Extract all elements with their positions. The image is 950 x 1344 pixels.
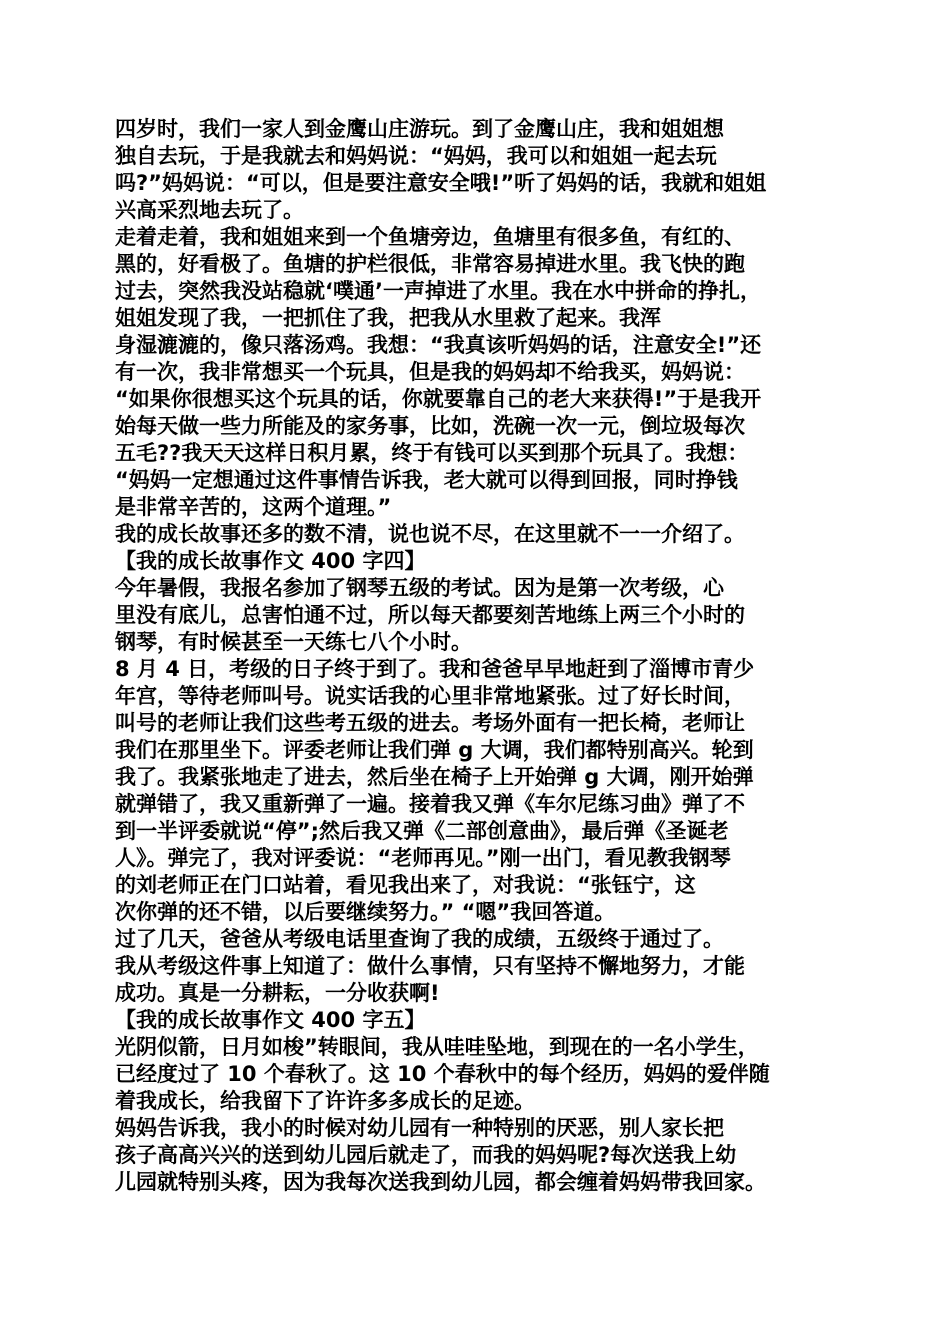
text-line: 今年暑假，我报名参加了钢琴五级的考试。因为是第一次考级，心 [115, 576, 724, 600]
text-line: 过去，突然我没站稳就‘噗通’一声掉进了水里。我在水中拼命的挣扎， [115, 279, 761, 303]
text-line: 五毛??我天天这样日积月累，终于有钱可以买到那个玩具了。我想： [115, 441, 749, 465]
text-line: 兴高采烈地去玩了。 [115, 198, 304, 222]
text-line: 叫号的老师让我们这些考五级的进去。考场外面有一把长椅，老师让 [115, 711, 745, 735]
text-line: 钢琴，有时候甚至一天练七八个小时。 [115, 630, 472, 654]
text-line: “妈妈一定想通过这件事情告诉我，老大就可以得到回报，同时挣钱 [115, 468, 738, 492]
text-line: 妈妈告诉我，我小的时候对幼儿园有一种特别的厌恶，别人家长把 [115, 1116, 724, 1140]
text-line: 有一次，我非常想买一个玩具，但是我的妈妈却不给我买，妈妈说： [115, 360, 745, 384]
text-line: 我们在那里坐下。评委老师让我们弹 g 大调，我们都特别高兴。轮到 [115, 738, 754, 762]
text-line: 年宫，等待老师叫号。说实话我的心里非常地紧张。过了好长时间， [115, 684, 745, 708]
text-line: 始每天做一些力所能及的家务事，比如，洗碗一次一元，倒垃圾每次 [115, 414, 745, 438]
text-line: 到一半评委就说“停”;然后我又弹《二部创意曲》，最后弹《圣诞老 [115, 819, 729, 843]
text-line: 着我成长，给我留下了许许多多成长的足迹。 [115, 1089, 535, 1113]
text-line: 就弹错了，我又重新弹了一遍。接着我又弹《车尔尼练习曲》弹了不 [115, 792, 745, 816]
text-line: 孩子高高兴兴的送到幼儿园后就走了，而我的妈妈呢?每次送我上幼 [115, 1143, 737, 1167]
text-line: 的刘老师正在门口站着，看见我出来了，对我说：“张钰宁，这 [115, 873, 696, 897]
text-line: 次你弹的还不错，以后要继续努力。” “嗯”我回答道。 [115, 900, 616, 924]
text-line: 光阴似箭，日月如梭”转眼间，我从哇哇坠地，到现在的一名小学生， [115, 1035, 759, 1059]
text-line: 黑的，好看极了。鱼塘的护栏很低，非常容易掉进水里。我飞快的跑 [115, 252, 745, 276]
document-body [115, 116, 845, 1196]
text-line: 里没有底儿，总害怕通不过，所以每天都要刻苦地练上两三个小时的 [115, 603, 745, 627]
text-line: 我的成长故事还多的数不清，说也说不尽，在这里就不一一介绍了。 [115, 522, 745, 546]
text-line: 【我的成长故事作文 400 字四】 [115, 549, 426, 573]
text-line: “如果你很想买这个玩具的话，你就要靠自己的老大来获得!”于是我开 [115, 387, 762, 411]
text-line: 我了。我紧张地走了进去，然后坐在椅子上开始弹 g 大调，刚开始弹 [115, 765, 754, 789]
text-line: 姐姐发现了我，一把抓住了我，把我从水里救了起来。我浑 [115, 306, 661, 330]
text-line: 独自去玩，于是我就去和妈妈说：“妈妈，我可以和姐姐一起去玩 [115, 144, 717, 168]
text-line: 吗?”妈妈说：“可以，但是要注意安全哦!”听了妈妈的话，我就和姐姐 [115, 171, 767, 195]
text-line: 儿园就特别头疼，因为我每次送我到幼儿园，都会缠着妈妈带我回家。 [115, 1170, 766, 1194]
text-line: 是非常辛苦的，这两个道理。” [115, 495, 392, 519]
text-line: 【我的成长故事作文 400 字五】 [115, 1008, 426, 1032]
text-line: 四岁时，我们一家人到金鹰山庄游玩。到了金鹰山庄，我和姐姐想 [115, 117, 724, 141]
text-line: 身湿漉漉的，像只落汤鸡。我想：“我真该听妈妈的话，注意安全!”还 [115, 333, 762, 357]
text-line: 8 月 4 日，考级的日子终于到了。我和爸爸早早地赶到了淄博市青少 [115, 657, 755, 681]
text-line: 人》。弹完了，我对评委说：“老师再见。”刚一出门，看见教我钢琴 [115, 846, 731, 870]
text-line: 已经度过了 10 个春秋了。这 10 个春秋中的每个经历，妈妈的爱伴随 [115, 1062, 770, 1086]
text-line: 我从考级这件事上知道了：做什么事情，只有坚持不懈地努力，才能 [115, 954, 745, 978]
text-line: 过了几天，爸爸从考级电话里查询了我的成绩，五级终于通过了。 [115, 927, 724, 951]
text-line: 走着走着，我和姐姐来到一个鱼塘旁边，鱼塘里有很多鱼，有红的、 [115, 225, 745, 249]
text-line: 成功。真是一分耕耘，一分收获啊! [115, 981, 440, 1005]
